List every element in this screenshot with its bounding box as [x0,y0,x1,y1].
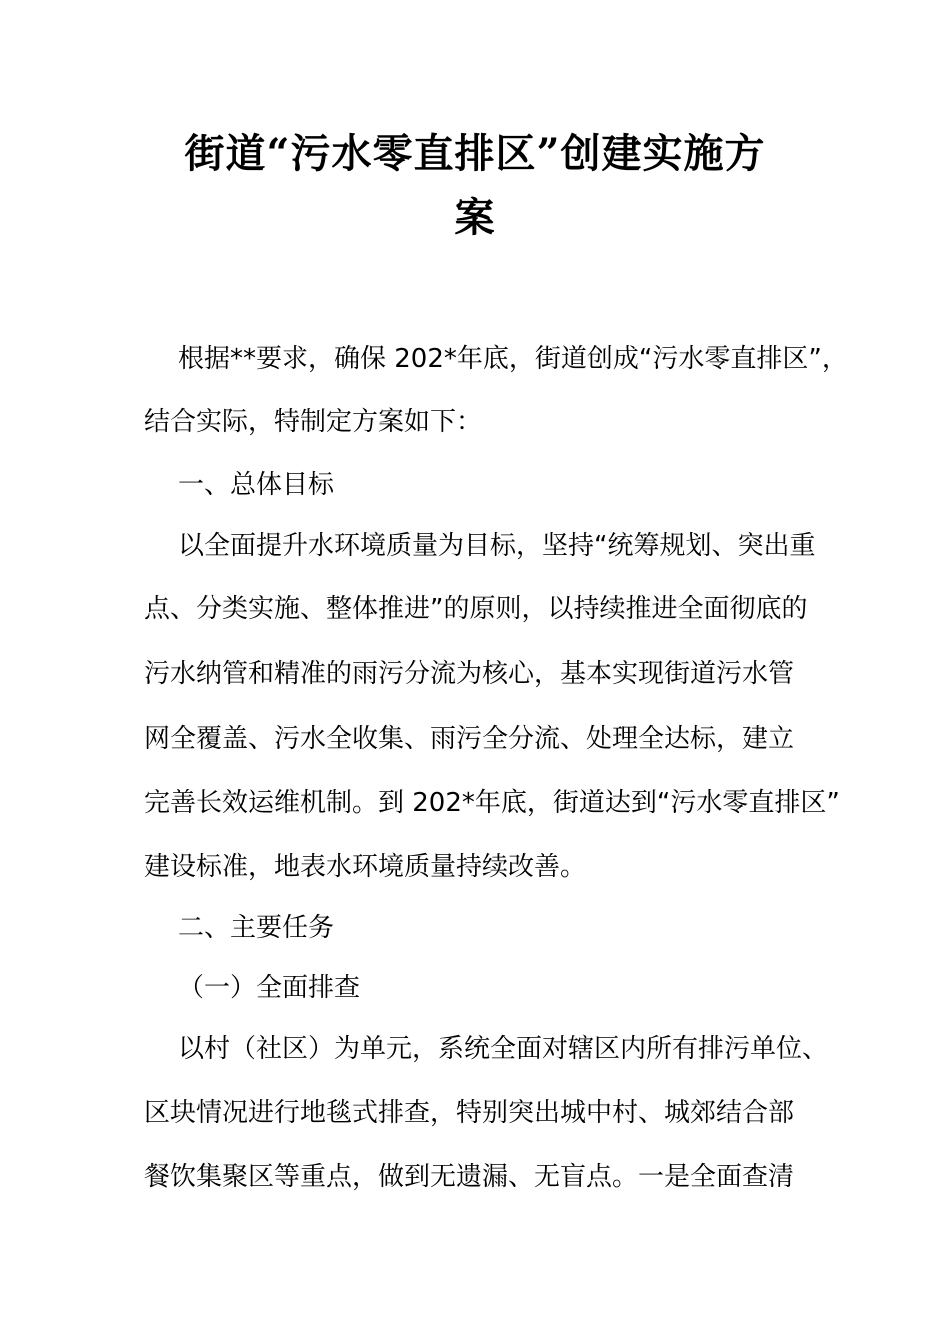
document-title-line-1: 街道“污水零直排区”创建实施方 [184,130,766,177]
body-line-4: 点、分类实施、整体推进”的原则，以持续推进全面彻底的 [144,594,808,624]
body-line-6: 网全覆盖、污水全收集、雨污全分流、处理全达标，建立 [144,724,795,754]
body-line-1: 根据**要求，确保 202*年底，街道创成“污水零直排区”， [178,344,848,374]
body-line-5: 污水纳管和精准的雨污分流为核心，基本实现街道污水管 [144,659,795,689]
body-line-8: 建设标准，地表水环境质量持续改善。 [144,852,587,882]
body-line-7: 完善长效运维机制。到 202*年底，街道达到“污水零直排区” [144,788,840,818]
body-line-11: 餐饮集聚区等重点，做到无遗漏、无盲点。一是全面查清 [144,1162,795,1192]
body-line-9: 以村（社区）为单元，系统全面对辖区内所有排污单位、 [178,1034,829,1064]
subsection-heading-1: （一）全面排查 [178,973,361,1003]
body-line-3: 以全面提升水环境质量为目标，坚持“统筹规划、突出重 [178,531,816,561]
body-line-2: 结合实际，特制定方案如下： [144,407,483,437]
section-heading-2: 二、主要任务 [178,913,335,943]
document-title-line-2: 案 [454,194,496,241]
body-line-10: 区块情况进行地毯式排查，特别突出城中村、城郊结合部 [144,1098,795,1128]
section-heading-1: 一、总体目标 [178,470,335,500]
